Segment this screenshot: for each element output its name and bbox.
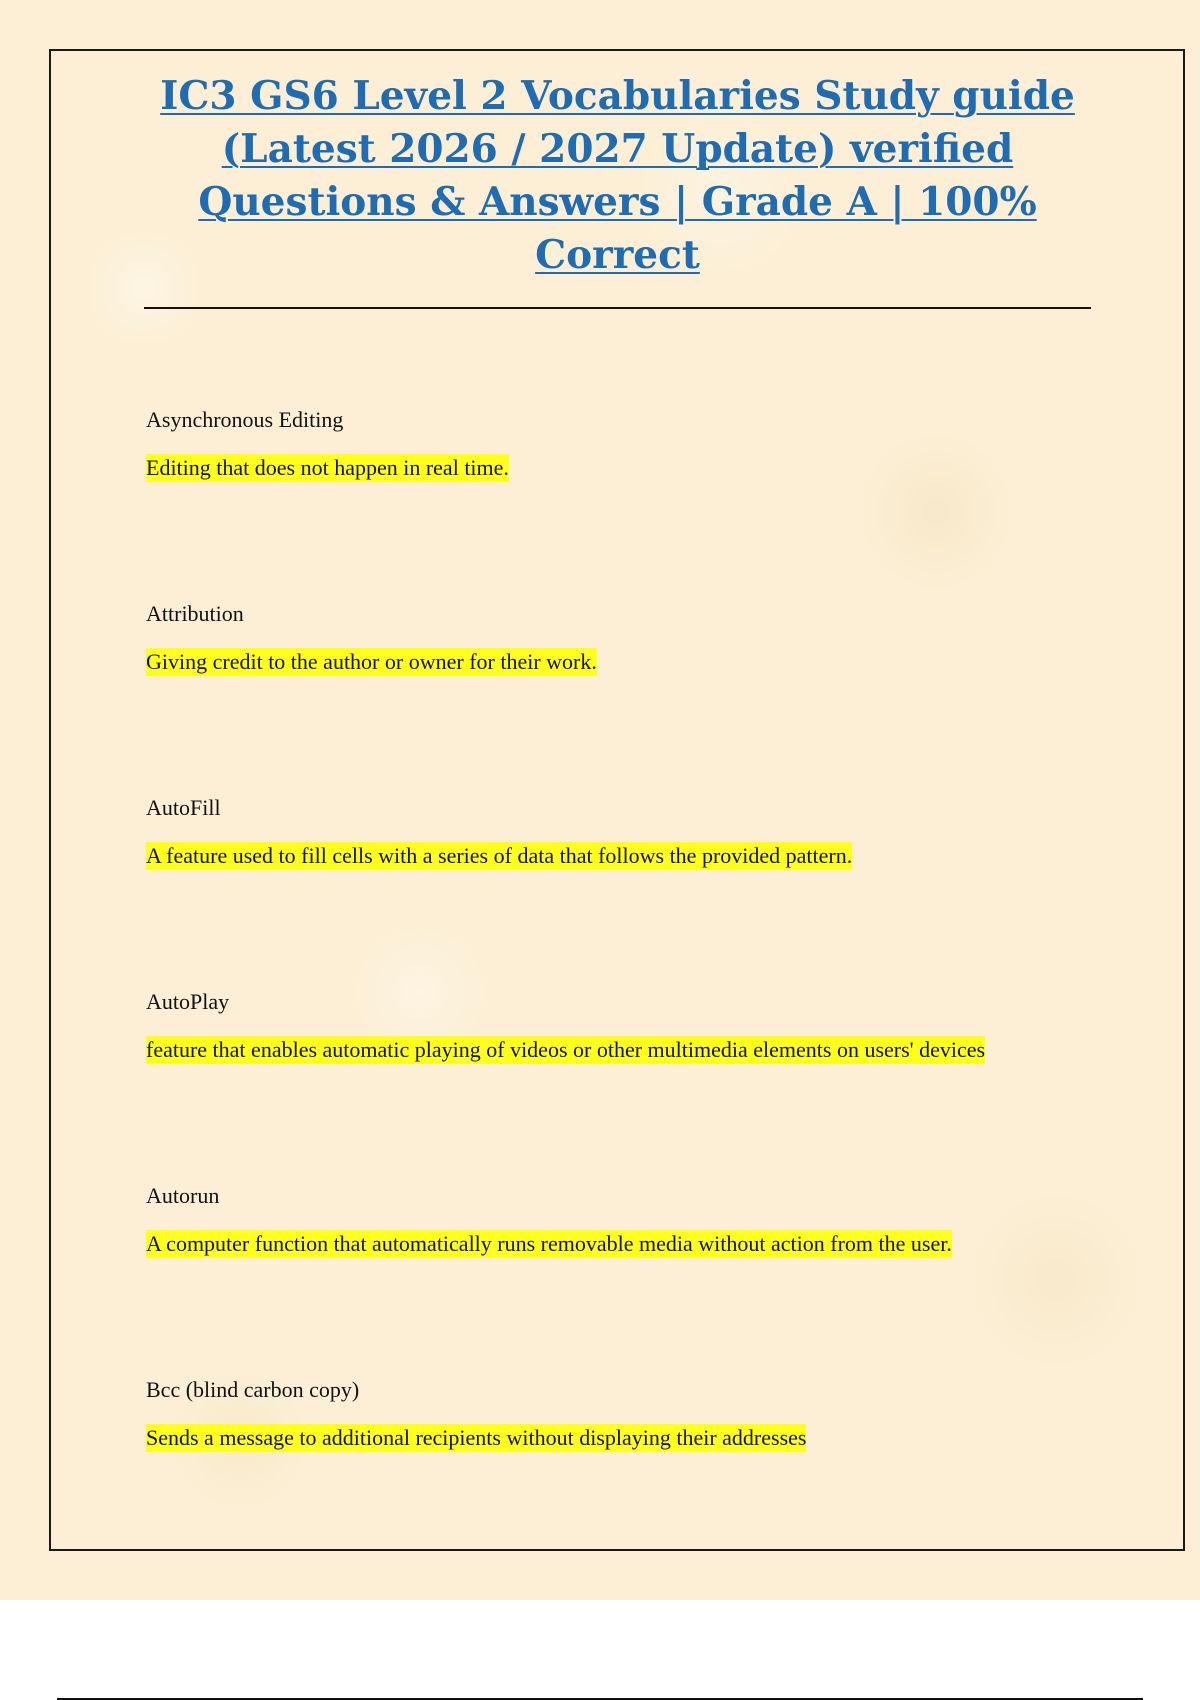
- term: Bcc (blind carbon copy): [146, 1377, 360, 1402]
- vocabulary-entry: [146, 987, 1096, 1181]
- term: Asynchronous Editing: [146, 407, 344, 432]
- vocabulary-entry: [146, 793, 1096, 987]
- definition-highlight: Editing that does not happen in real time.: [146, 455, 509, 480]
- definition-highlight: Sends a message to additional recipients without displaying their addresses: [146, 1425, 807, 1450]
- document-title: IC3 GS6 Level 2 Vocabularies Study guide (Latest 2026 / 2027 Update) verified Questions & Answers | Grade A | 100% Correct: [160, 73, 1075, 278]
- term: AutoFill: [146, 795, 221, 820]
- vocabulary-entry: [146, 405, 1096, 599]
- term: Attribution: [146, 601, 244, 626]
- definition: [146, 1424, 1096, 1452]
- term: Autorun: [146, 1183, 220, 1208]
- definition-highlight: A feature used to fill cells with a series of data that follows the provided pattern.: [146, 843, 853, 868]
- title-divider: [144, 307, 1091, 309]
- vocabulary-entry: [146, 1181, 1096, 1375]
- term: AutoPlay: [146, 989, 230, 1014]
- definition-highlight: A computer function that automatically runs removable media without action from the user.: [146, 1231, 952, 1256]
- definition: [146, 842, 1096, 870]
- vocabulary-entry: [146, 599, 1096, 793]
- definition: [146, 648, 1096, 676]
- vocabulary-entry: [146, 1375, 1096, 1569]
- definition: [146, 454, 1096, 482]
- definition: [146, 1036, 1096, 1064]
- definition-highlight: Giving credit to the author or owner for their work.: [146, 649, 597, 674]
- definition-highlight: feature that enables automatic playing of videos or other multimedia elements on users' devices: [146, 1037, 986, 1062]
- vocabulary-list: [146, 405, 1096, 1569]
- definition: [146, 1230, 1096, 1258]
